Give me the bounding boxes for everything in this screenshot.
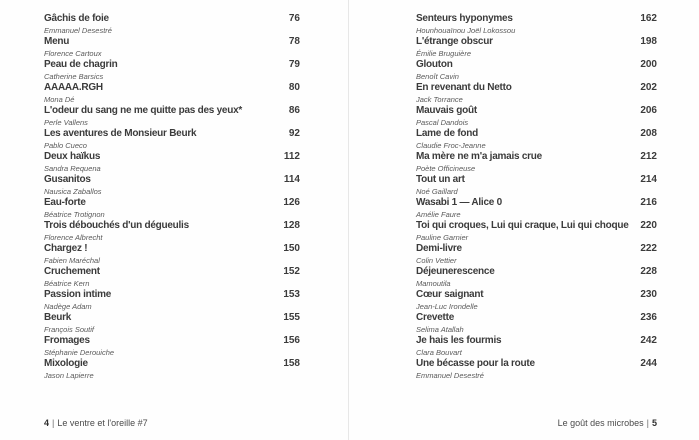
toc-entry-page-number: 155 (283, 312, 300, 323)
toc-entry-title: Gâchis de foie (44, 13, 109, 24)
toc-entry-title: Crevette (416, 312, 455, 323)
toc-entry-page-number: 92 (288, 128, 300, 139)
toc-entry (44, 335, 300, 358)
toc-entry (416, 174, 657, 197)
toc-entry-line (44, 197, 300, 209)
toc-entry-author: Florence Cartoux (44, 49, 102, 58)
toc-entry-line (416, 174, 657, 186)
toc-entry-title: Eau-forte (44, 197, 86, 208)
toc-entry-author: Béatrice Kern (44, 279, 90, 288)
toc-entry-title: Chargez ! (44, 243, 88, 254)
toc-entry (416, 266, 657, 289)
toc-entry (416, 289, 657, 312)
toc-entry-author: Nausica Zaballos (44, 187, 102, 196)
toc-left-page (44, 13, 300, 381)
toc-entry-line (416, 220, 657, 232)
toc-entry-author: Béatrice Trotignon (44, 210, 105, 219)
toc-entry-author: Colin Vettier (416, 256, 457, 265)
toc-entry-title: Cœur saignant (416, 289, 484, 300)
toc-entry-line (416, 13, 657, 25)
toc-entry (44, 82, 300, 105)
toc-entry-author: Fabien Maréchal (44, 256, 100, 265)
toc-entry-title: Toi qui croques, Lui qui craque, Lui qui choque (416, 220, 629, 231)
toc-entry-title: Glouton (416, 59, 453, 70)
toc-entry-page-number: 202 (640, 82, 657, 93)
toc-entry (416, 82, 657, 105)
toc-entry (44, 36, 300, 59)
toc-entry-title: Mixologie (44, 358, 88, 369)
toc-entry-page-number: 128 (283, 220, 300, 231)
toc-entry-page-number: 152 (283, 266, 300, 277)
toc-entry-author: Jean-Luc Irondelle (416, 302, 478, 311)
toc-entry-line (44, 266, 300, 278)
toc-entry (44, 59, 300, 82)
toc-entry-page-number: 206 (640, 105, 657, 116)
toc-entry-title: Lame de fond (416, 128, 479, 139)
toc-entry-title: AAAAA.RGH (44, 82, 103, 93)
toc-entry-title: Mauvais goût (416, 105, 477, 116)
toc-entry-line (416, 243, 657, 255)
footer-right (558, 418, 657, 429)
toc-entry-page-number: 212 (640, 151, 657, 162)
toc-entry-line (416, 312, 657, 324)
toc-entry-line (416, 59, 657, 71)
toc-entry-title: L'étrange obscur (416, 36, 493, 47)
toc-entry-author: Emmanuel Desestré (44, 26, 112, 35)
toc-entry-author: Émilie Bruguière (416, 49, 472, 58)
toc-entry-line (416, 335, 657, 347)
toc-entry-title: Une bécasse pour la route (416, 358, 535, 369)
toc-entry-page-number: 236 (640, 312, 657, 323)
toc-entry-page-number: 80 (288, 82, 300, 93)
toc-entry-line (416, 36, 657, 48)
toc-entry-line (44, 128, 300, 140)
toc-entry (416, 128, 657, 151)
toc-entry-author: Noé Gaillard (416, 187, 458, 196)
toc-entry-page-number: 208 (640, 128, 657, 139)
toc-entry-title: Trois débouchés d'un dégueulis (44, 220, 189, 231)
toc-entry-author: Pauline Garnier (416, 233, 469, 242)
toc-entry-title: Wasabi 1 — Alice 0 (416, 197, 502, 208)
toc-entry (44, 13, 300, 36)
toc-entry (416, 335, 657, 358)
toc-entry (416, 151, 657, 174)
toc-entry-line (416, 358, 657, 370)
toc-entry-line (44, 312, 300, 324)
toc-entry (416, 358, 657, 381)
toc-entry-title: Ma mère ne m'a jamais crue (416, 151, 542, 162)
toc-entry (44, 197, 300, 220)
toc-entry (416, 243, 657, 266)
toc-entry (416, 105, 657, 128)
toc-entry (44, 358, 300, 381)
toc-entry-page-number: 200 (640, 59, 657, 70)
toc-entry-author: Jack Torrance (416, 95, 463, 104)
toc-entry (416, 220, 657, 243)
footer-right-section-title: Le goût des microbes (557, 418, 644, 428)
toc-entry-line (44, 151, 300, 163)
toc-entry-author: Emmanuel Desestré (416, 371, 484, 380)
toc-entry (44, 128, 300, 151)
toc-entry (44, 174, 300, 197)
page-gutter-divider (348, 0, 349, 440)
toc-entry-title: Deux haïkus (44, 151, 101, 162)
toc-entry-line (416, 128, 657, 140)
toc-entry-author: Mamoutila (416, 279, 451, 288)
toc-entry-page-number: 126 (283, 197, 300, 208)
toc-entry-title: Gusanitos (44, 174, 91, 185)
toc-entry-line (44, 174, 300, 186)
toc-entry-page-number: 216 (640, 197, 657, 208)
toc-entry (416, 59, 657, 82)
toc-entry-page-number: 220 (640, 220, 657, 231)
toc-entry-line (44, 13, 300, 25)
toc-entry-line (416, 197, 657, 209)
toc-entry-line (416, 266, 657, 278)
toc-entry-title: Menu (44, 36, 70, 47)
toc-entry-title: Les aventures de Monsieur Beurk (44, 128, 197, 139)
toc-entry-title: En revenant du Netto (416, 82, 512, 93)
toc-entry-author: Stéphanie Derouiche (44, 348, 115, 357)
toc-entry-page-number: 214 (640, 174, 657, 185)
toc-entry-title: Passion intime (44, 289, 112, 300)
toc-entry (44, 243, 300, 266)
toc-entry-author: Jason Lapierre (44, 371, 94, 380)
toc-entry-title: Déjeunerescence (416, 266, 495, 277)
toc-entry-author: Perle Vallens (44, 118, 88, 127)
toc-entry-title: Demi-livre (416, 243, 462, 254)
toc-entry-title: Cruchement (44, 266, 100, 277)
toc-entry-page-number: 158 (283, 358, 300, 369)
toc-entry (44, 220, 300, 243)
toc-entry-author: Selima Atallah (416, 325, 464, 334)
toc-right-page (416, 13, 657, 381)
toc-entry (44, 312, 300, 335)
toc-entry-author: Clara Bouvart (416, 348, 462, 357)
toc-entry (416, 13, 657, 36)
toc-entry-page-number: 222 (640, 243, 657, 254)
toc-entry-author: François Soutif (44, 325, 95, 334)
toc-entry-title: Senteurs hyponymes (416, 13, 513, 24)
toc-entry-line (416, 151, 657, 163)
toc-entry-line (416, 289, 657, 301)
toc-entry-line (44, 105, 300, 117)
toc-entry-author: Florence Albrecht (44, 233, 103, 242)
footer-left (44, 418, 148, 429)
toc-entry-author: Poète Officineuse (416, 164, 476, 173)
toc-entry-title: Fromages (44, 335, 90, 346)
footer-left-issue-title: Le ventre et l'oreille #7 (57, 418, 148, 428)
toc-entry-author: Sandra Requena (44, 164, 101, 173)
toc-entry-page-number: 153 (283, 289, 300, 300)
toc-entry-page-number: 79 (288, 59, 300, 70)
toc-entry-author: Claudie Froc-Jeanne (416, 141, 486, 150)
toc-entry-page-number: 156 (283, 335, 300, 346)
footer-right-page-number: 5 (651, 418, 657, 428)
toc-entry-author: Nadège Adam (44, 302, 92, 311)
toc-entry-page-number: 230 (640, 289, 657, 300)
toc-entry-page-number: 78 (288, 36, 300, 47)
toc-entry-line (44, 243, 300, 255)
toc-entry (416, 197, 657, 220)
toc-entry-line (416, 82, 657, 94)
toc-entry-title: L'odeur du sang ne me quitte pas des yeux* (44, 105, 243, 116)
toc-entry-line (44, 82, 300, 94)
toc-entry-page-number: 150 (283, 243, 300, 254)
toc-entry (416, 312, 657, 335)
toc-entry-author: Amélie Faure (416, 210, 461, 219)
toc-entry (44, 289, 300, 312)
footer-left-separator: | (52, 418, 55, 428)
toc-entry-line (44, 36, 300, 48)
toc-entry-page-number: 242 (640, 335, 657, 346)
toc-entry-line (44, 358, 300, 370)
toc-entry-page-number: 76 (288, 13, 300, 24)
toc-entry-page-number: 228 (640, 266, 657, 277)
toc-entry-author: Mona Dé (44, 95, 75, 104)
toc-entry-page-number: 162 (640, 13, 657, 24)
toc-entry-page-number: 244 (640, 358, 657, 369)
toc-entry-author: Pablo Cueco (44, 141, 87, 150)
toc-entry-page-number: 198 (640, 36, 657, 47)
toc-entry-page-number: 86 (288, 105, 300, 116)
toc-entry-line (44, 220, 300, 232)
toc-entry-page-number: 112 (283, 151, 300, 162)
toc-entry (44, 105, 300, 128)
toc-entry-line (44, 335, 300, 347)
toc-entry (44, 151, 300, 174)
toc-entry-line (44, 59, 300, 71)
toc-entry (416, 36, 657, 59)
toc-entry-author: Catherine Barsics (44, 72, 104, 81)
toc-entry-title: Beurk (44, 312, 72, 323)
toc-entry-title: Je hais les fourmis (416, 335, 502, 346)
toc-entry-title: Peau de chagrin (44, 59, 118, 70)
toc-entry-page-number: 114 (283, 174, 300, 185)
toc-entry-author: Benoît Cavin (416, 72, 459, 81)
toc-entry-title: Tout un art (416, 174, 465, 185)
toc-entry-line (44, 289, 300, 301)
toc-entry (44, 266, 300, 289)
toc-entry-author: Hounhouaïnou Joël Lokossou (416, 26, 516, 35)
footer-right-separator: | (646, 418, 649, 428)
footer-left-page-number: 4 (44, 418, 50, 428)
toc-entry-line (416, 105, 657, 117)
toc-entry-author: Pascal Dandois (416, 118, 469, 127)
